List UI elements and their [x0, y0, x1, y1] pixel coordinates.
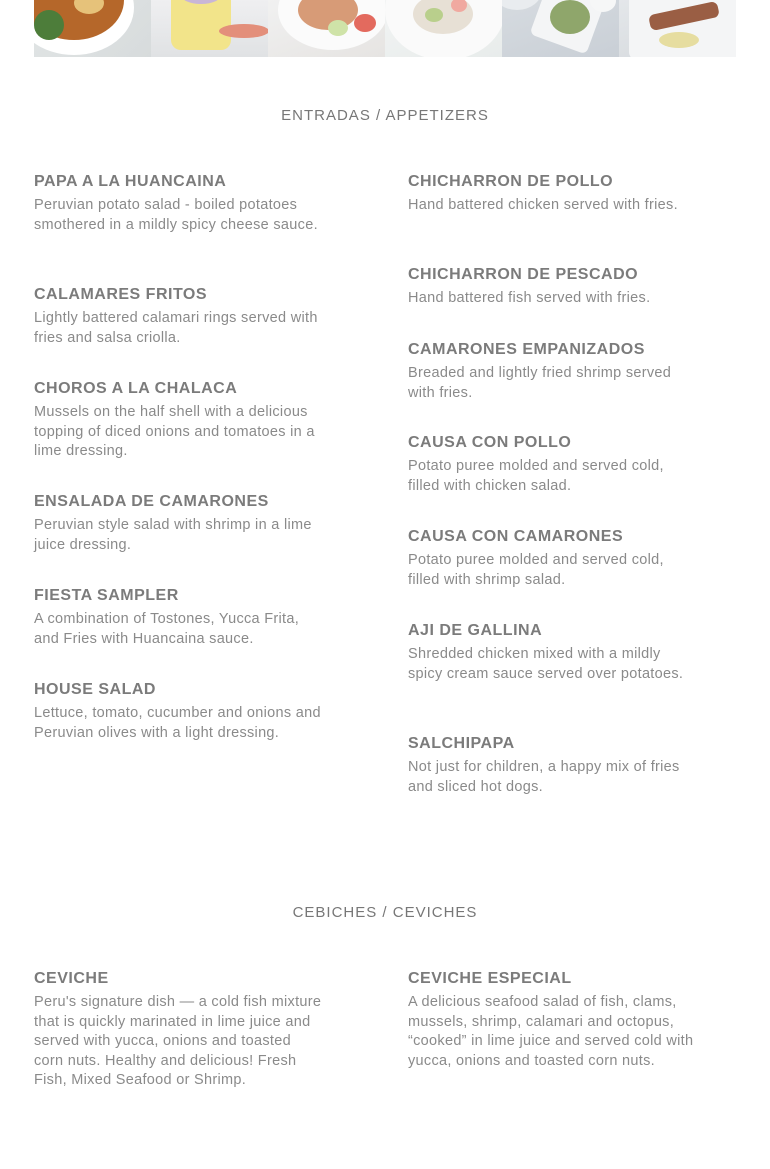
- menu-item-name: CAUSA CON POLLO: [408, 434, 572, 451]
- menu-item-name: CALAMARES FRITOS: [34, 286, 208, 303]
- causa-image[interactable]: [151, 0, 268, 57]
- menu-item: [408, 172, 698, 216]
- menu-item: [34, 379, 324, 462]
- menu-item-name: CAUSA CON CAMARONES: [408, 528, 624, 545]
- menu-item-description: Hand battered chicken served with fries.: [408, 197, 678, 213]
- menu-item-description: Peruvian potato salad - boiled potatoes smothered in a mildly spicy cheese sauce.: [34, 197, 318, 233]
- menu-item: [34, 680, 324, 743]
- menu-item: [408, 433, 698, 496]
- menu-item-name: CEVICHE ESPECIAL: [408, 970, 572, 987]
- menu-item: [34, 172, 324, 235]
- menu-item-description: Peruvian style salad with shrimp in a lime juice dressing.: [34, 517, 312, 553]
- appetizers-section-title: ENTRADAS / APPETIZERS: [281, 107, 489, 124]
- menu-item: [408, 340, 698, 403]
- menu-item: [408, 527, 698, 590]
- menu-item-name: AJI DE GALLINA: [408, 622, 543, 639]
- menu-item-description: Potato puree molded and served cold, filled with shrimp salad.: [408, 552, 664, 588]
- menu-item: [34, 969, 324, 1091]
- salad-image[interactable]: [502, 0, 619, 57]
- menu-item-description: Lettuce, tomato, cucumber and onions and Peruvian olives with a light dressing.: [34, 705, 321, 741]
- fried-fish-image[interactable]: [268, 0, 385, 57]
- grilled-fish-image[interactable]: [619, 0, 736, 57]
- menu-item-name: ENSALADA DE CAMARONES: [34, 493, 269, 510]
- menu-item: [408, 621, 698, 684]
- menu-item-description: A combination of Tostones, Yucca Frita, and Fries with Huancaina sauce.: [34, 611, 300, 647]
- menu-item: [408, 734, 698, 797]
- menu-item: [408, 265, 698, 309]
- menu-item-name: PAPA A LA HUANCAINA: [34, 173, 227, 190]
- menu-item-description: Breaded and lightly fried shrimp served with fries.: [408, 365, 672, 401]
- menu-item: [408, 969, 698, 1071]
- menu-item: [34, 492, 324, 555]
- soup-bowl-image[interactable]: [34, 0, 151, 57]
- menu-item-name: SALCHIPAPA: [408, 735, 515, 752]
- menu-item-name: CHICHARRON DE POLLO: [408, 173, 614, 190]
- menu-item-description: Mussels on the half shell with a delicious topping of diced onions and tomatoes in a lime dressing.: [34, 404, 315, 459]
- menu-item-name: HOUSE SALAD: [34, 681, 156, 698]
- menu-item-description: Not just for children, a happy mix of fries and sliced hot dogs.: [408, 759, 680, 795]
- food-photo-gallery: [34, 0, 736, 57]
- menu-item-description: Potato puree molded and served cold, filled with chicken salad.: [408, 458, 664, 494]
- menu-item-name: FIESTA SAMPLER: [34, 587, 179, 604]
- menu-item-name: CEVICHE: [34, 970, 109, 987]
- menu-item-description: Hand battered fish served with fries.: [408, 290, 651, 306]
- menu-item-description: Lightly battered calamari rings served with fries and salsa criolla.: [34, 310, 318, 346]
- menu-item-description: Peru's signature dish — a cold fish mixture that is quickly marinated in lime juice and served with yucca, onions and toasted corn nuts. Healthy and delicious! Fresh Fish, Mixed Seafood or Shrimp.: [34, 994, 322, 1088]
- menu-item-description: A delicious seafood salad of fish, clams, mussels, shrimp, calamari and octopus, “cooked” in lime juice and served cold with yucca, onions and toasted corn nuts.: [408, 994, 694, 1069]
- menu-item-name: CHOROS A LA CHALACA: [34, 380, 238, 397]
- ceviche-image[interactable]: [385, 0, 502, 57]
- menu-item-name: CAMARONES EMPANIZADOS: [408, 341, 645, 358]
- menu-item: [34, 285, 324, 348]
- menu-item: [34, 586, 324, 649]
- menu-item-description: Shredded chicken mixed with a mildly spicy cream sauce served over potatoes.: [408, 646, 684, 682]
- menu-item-name: CHICHARRON DE PESCADO: [408, 266, 639, 283]
- ceviches-section-title: CEBICHES / CEVICHES: [292, 904, 478, 921]
